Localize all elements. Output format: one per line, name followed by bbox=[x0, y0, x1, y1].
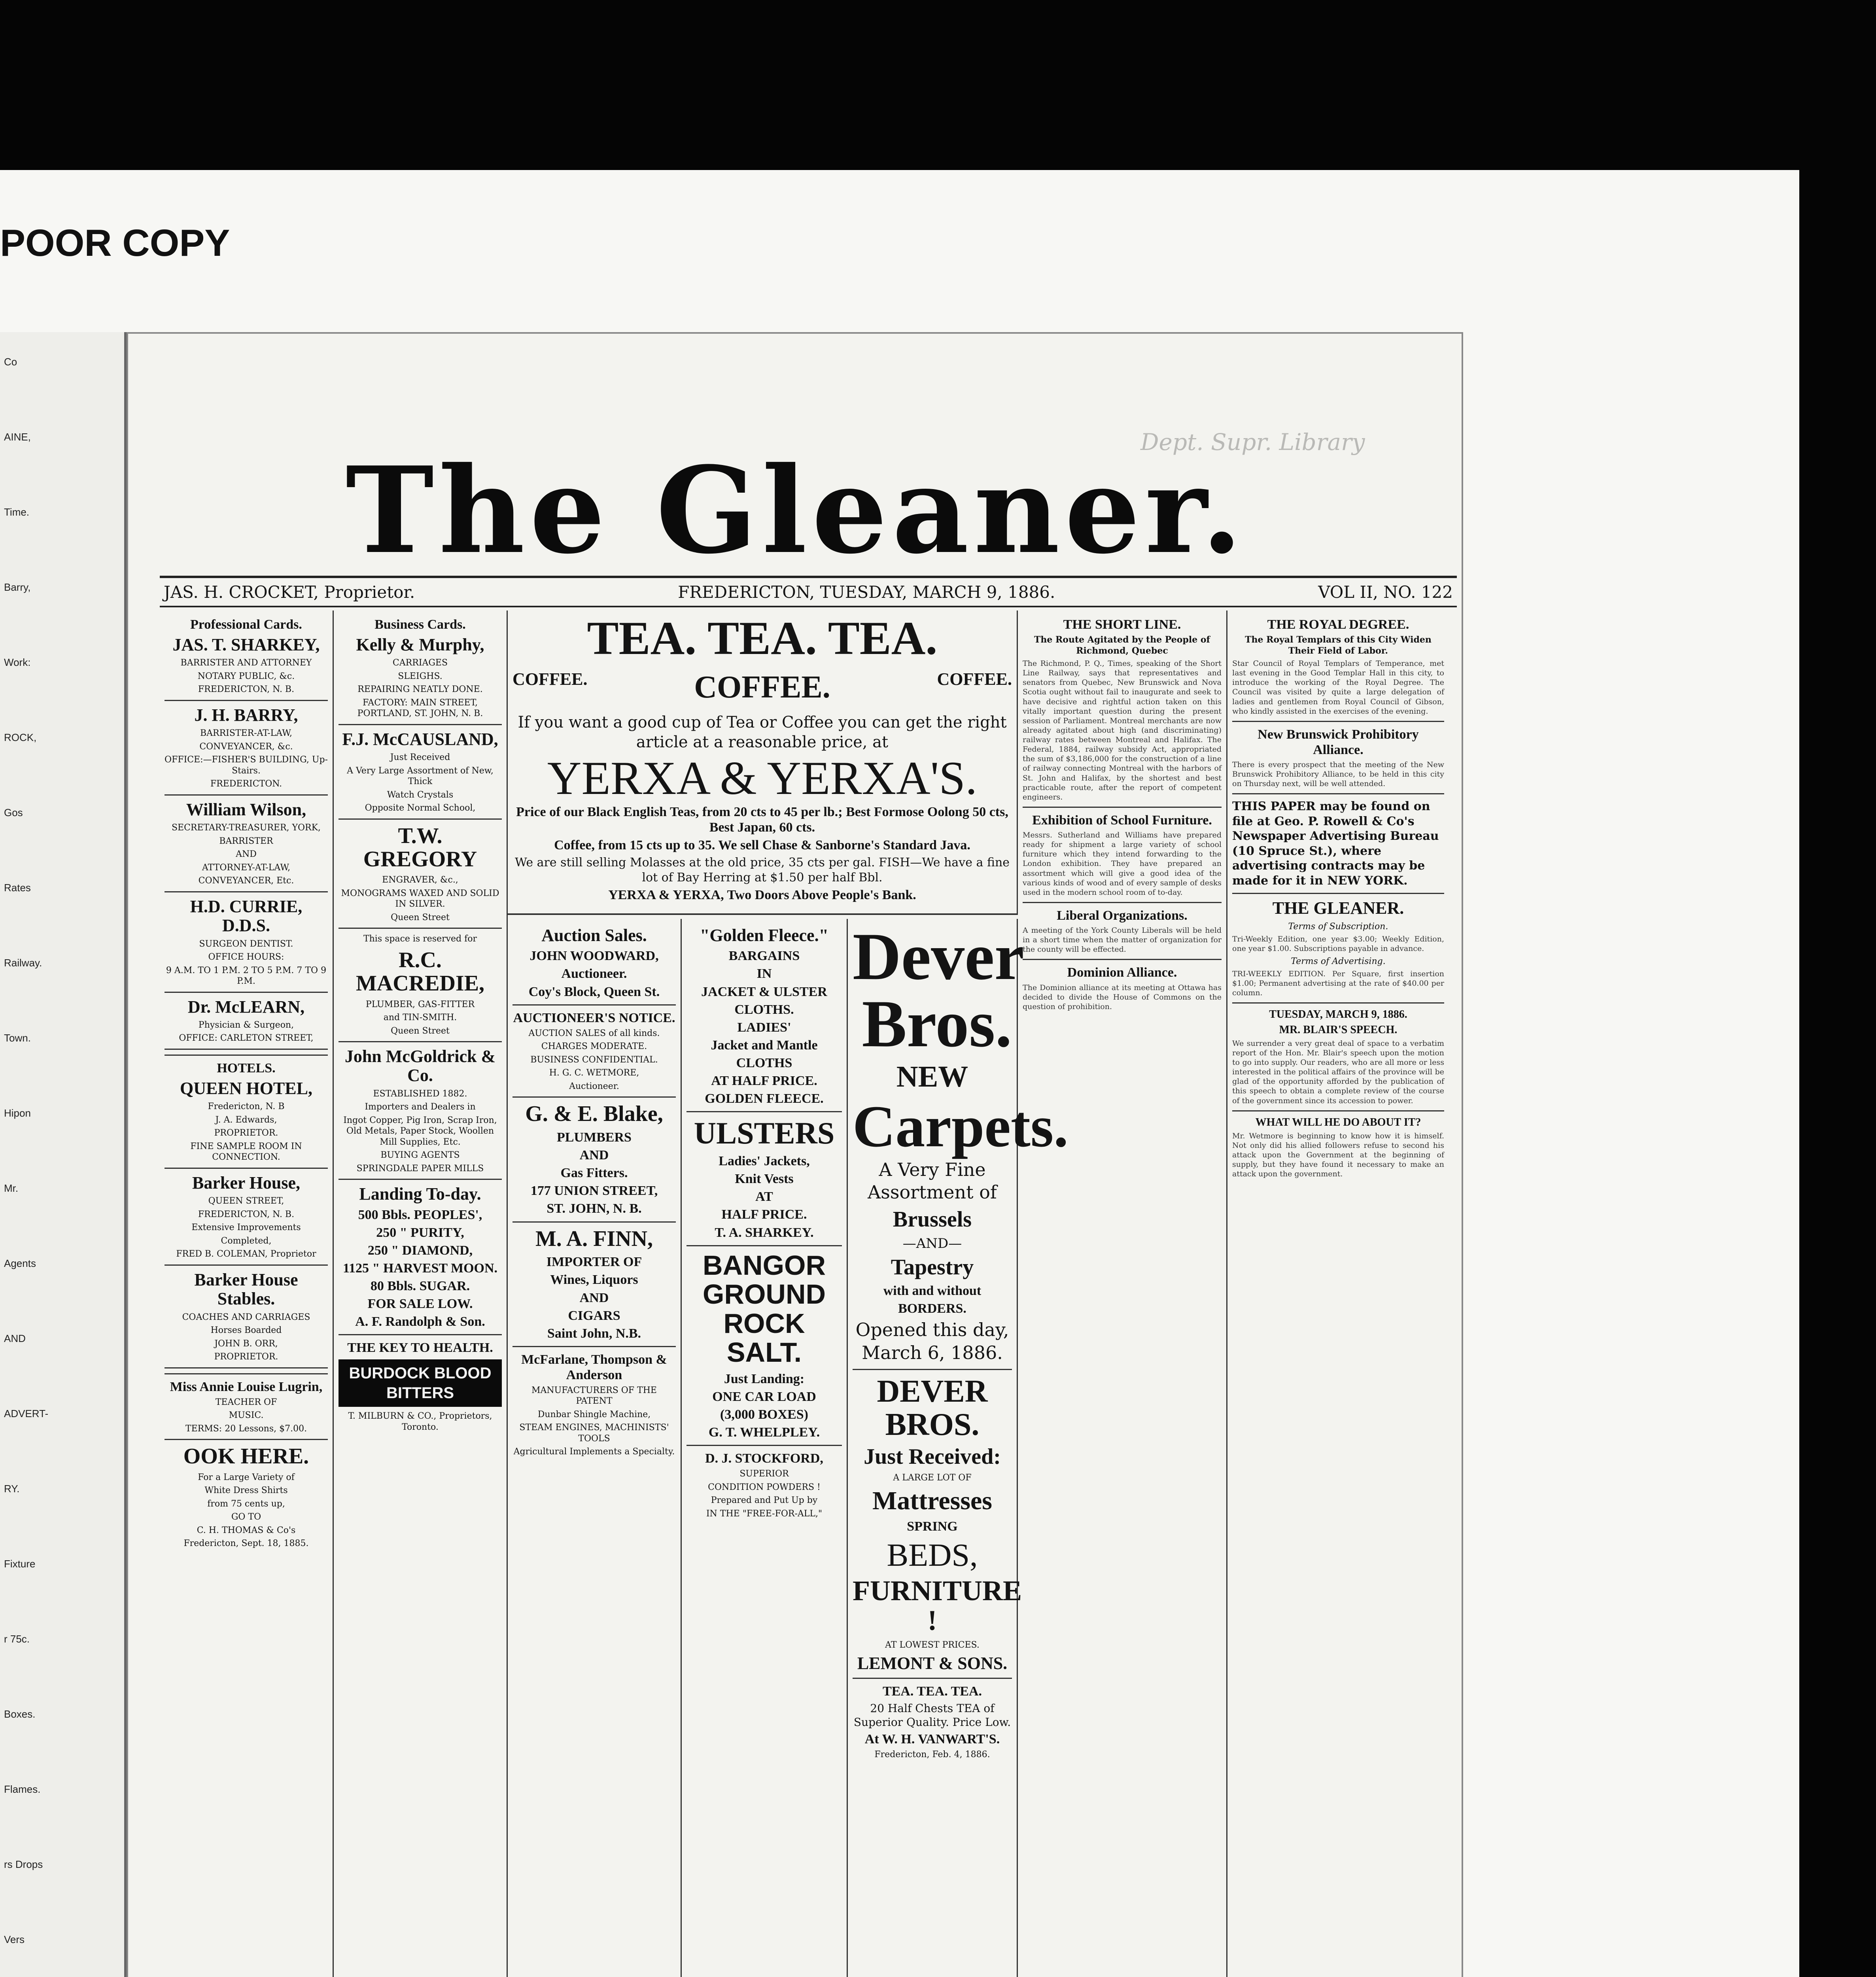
masthead-title: The Gleaner. bbox=[345, 440, 1248, 580]
royal-degree-sub: The Royal Templars of this City Widen Their Field of Labor. bbox=[1245, 635, 1432, 656]
dateline: FREDERICTON, TUESDAY, MARCH 9, 1886. bbox=[678, 582, 1055, 602]
fragment-text: Fixture bbox=[4, 1558, 36, 1570]
hotel-card-line: FINE SAMPLE ROOM IN CONNECTION. bbox=[190, 1141, 302, 1162]
professional-card-line: 9 A.M. TO 1 P.M. 2 TO 5 P.M. 7 TO 9 P.M. bbox=[166, 965, 327, 987]
furniture-heading: FURNITURE ! bbox=[853, 1574, 1022, 1637]
professional-card-line: BARRISTER-AT-LAW, bbox=[200, 728, 292, 739]
landing-line: 1125 " HARVEST MOON. bbox=[342, 1261, 498, 1276]
mcgoldrick-line: BUYING AGENTS bbox=[380, 1150, 460, 1160]
fragment-text: Hipon bbox=[4, 1107, 31, 1119]
professional-card-line: OFFICE:—FISHER'S BUILDING, Up-Stairs. bbox=[165, 755, 328, 776]
blake-line: Gas Fitters. bbox=[560, 1166, 628, 1181]
fragment-text: Agents bbox=[4, 1257, 36, 1269]
fragment-text: r 75c. bbox=[4, 1633, 30, 1645]
landing-line: 250 " DIAMOND, bbox=[367, 1243, 473, 1258]
vanwart-date: Fredericton, Feb. 4, 1886. bbox=[874, 1750, 990, 1760]
royal-degree-body: Star Council of Royal Templars of Temperance, met last evening in the Good Templar Hall in this city, to introduce the working of the Royal Degree. The Council was visited by quite a large delegation of ladies and gentlemen from Royal Council of Gibson, who kindly assisted in the exercises of the evening. bbox=[1232, 659, 1444, 716]
dever-bros-footer: DEVER BROS. bbox=[877, 1374, 988, 1442]
burdock-logo: BURDOCK BLOOD BITTERS bbox=[339, 1359, 502, 1407]
tapestry-heading: Tapestry bbox=[891, 1255, 974, 1280]
fleece-line: GOLDEN FLEECE. bbox=[705, 1091, 824, 1106]
notice-line: Auctioneer. bbox=[569, 1081, 619, 1091]
professional-card-line: OFFICE HOURS: bbox=[208, 952, 284, 962]
ulsters-line: T. A. SHARKEY. bbox=[715, 1225, 814, 1240]
auction-heading: Auction Sales. bbox=[541, 926, 647, 945]
mcgoldrick-line: Ingot Copper, Pig Iron, Scrap Iron, Old Metals, Paper Stock, Woollen Mill Supplies, Etc. bbox=[343, 1115, 497, 1147]
ulsters-heading: ULSTERS bbox=[694, 1116, 835, 1151]
kelly-line: SLEIGHS. bbox=[398, 671, 443, 681]
new-heading: NEW bbox=[896, 1060, 968, 1093]
pencil-annotation: Dept. Supr. Library bbox=[1140, 429, 1365, 456]
finn-line: Wines, Liquors bbox=[550, 1272, 638, 1287]
this-paper-ad: THIS PAPER may be found on file at Geo. P. Rowell & Co's Newspaper Advertising Bureau (10 Spruce St.), where advertising contracts may be made for it in NEW YORK. bbox=[1232, 799, 1439, 888]
auction-line: Auctioneer. bbox=[561, 966, 627, 981]
gregory-line: ENGRAVER, &c., bbox=[382, 875, 458, 885]
fragment-text: AND bbox=[4, 1332, 26, 1344]
ulsters-line: Ladies' Jackets, bbox=[719, 1154, 810, 1169]
vanwart-name: At W. H. VANWART'S. bbox=[864, 1732, 1000, 1747]
spring-line: SPRING bbox=[907, 1519, 958, 1534]
finn-line: AND bbox=[579, 1290, 609, 1305]
fleece-line: CLOTHS bbox=[736, 1055, 792, 1070]
fragment-text: AINE, bbox=[4, 431, 31, 443]
column-auction bbox=[508, 919, 682, 1977]
shirts-line: C. H. THOMAS & Co's bbox=[197, 1525, 296, 1535]
auctioneer-notice-heading: AUCTIONEER'S NOTICE. bbox=[513, 1010, 675, 1025]
mcfarlane-line: Dunbar Shingle Machine, bbox=[537, 1409, 651, 1419]
gregory-line: MONOGRAMS WAXED AND SOLID IN SILVER. bbox=[341, 888, 499, 909]
mcfarlane-name: McFarlane, Thompson & Anderson bbox=[521, 1352, 667, 1382]
large-lot: A LARGE LOT OF bbox=[893, 1472, 972, 1483]
what-will-he-do-heading: WHAT WILL HE DO ABOUT IT? bbox=[1255, 1116, 1421, 1128]
mattresses-heading: Mattresses bbox=[872, 1486, 992, 1516]
yerxa-footer: YERXA & YERXA, Two Doors Above People's Bank. bbox=[608, 888, 916, 903]
short-line-sub: The Route Agitated by the People of Richmond, Quebec bbox=[1034, 635, 1210, 656]
brussels-heading: Brussels bbox=[893, 1207, 972, 1232]
macredie-line: and TIN-SMITH. bbox=[383, 1013, 457, 1023]
professional-card-line: AND bbox=[236, 849, 257, 860]
hotel-card-name: QUEEN HOTEL, bbox=[180, 1079, 312, 1098]
fragment-text: Flames. bbox=[4, 1783, 41, 1795]
mccausland-name: F.J. McCAUSLAND, bbox=[342, 729, 498, 749]
shirts-line: For a Large Variety of bbox=[198, 1472, 295, 1482]
macredie-line: Queen Street bbox=[391, 1026, 450, 1036]
fleece-line: LADIES' bbox=[737, 1020, 791, 1035]
fragment-text: Railway. bbox=[4, 957, 42, 969]
previous-page-edge bbox=[0, 332, 127, 1977]
column-news bbox=[1018, 610, 1227, 1977]
music-teacher-name: Miss Annie Louise Lugrin, bbox=[170, 1379, 323, 1394]
mcgoldrick-name: John McGoldrick & Co. bbox=[344, 1047, 496, 1085]
professional-card-name: J. H. BARRY, bbox=[194, 705, 298, 725]
alliance-heading: Dominion Alliance. bbox=[1067, 965, 1177, 980]
landing-line: FOR SALE LOW. bbox=[367, 1297, 473, 1312]
fleece-line: IN bbox=[756, 966, 772, 981]
reserved-space: This space is reserved for bbox=[363, 934, 477, 944]
alliance-body: The Dominion alliance at its meeting at Ottawa has decided to divide the House of Commons on the question of prohibition. bbox=[1023, 983, 1222, 1011]
professional-card-list bbox=[165, 635, 328, 1050]
half-chests: 20 Half Chests TEA of Superior Quality. Price Low. bbox=[853, 1702, 1011, 1729]
fleece-line: BARGAINS bbox=[728, 949, 800, 964]
carpets-heading: Carpets. bbox=[853, 1093, 1068, 1159]
blake-line: ST. JOHN, N. B. bbox=[547, 1201, 642, 1216]
landing-line: 80 Bbls. SUGAR. bbox=[370, 1279, 470, 1294]
professional-card-name: Dr. McLEARN, bbox=[187, 997, 305, 1017]
exhibition-body: Messrs. Sutherland and Williams have prepared ready for shipment a large variety of school furniture which they intend forwarding to the London exhibition. They have prepared an assortment which will give a good idea of the various kinds of wood and of every sample of desks used in the modern school room of to-day. bbox=[1023, 831, 1222, 897]
professional-card-line: FREDERICTON. bbox=[210, 779, 282, 789]
kelly-murphy-name: Kelly & Murphy, bbox=[356, 635, 484, 655]
stockford-line: Prepared and Put Up by bbox=[711, 1495, 818, 1506]
finn-line: IMPORTER OF bbox=[546, 1255, 642, 1270]
fragment-text: RY. bbox=[4, 1483, 20, 1495]
advertising-body: TRI-WEEKLY EDITION. Per Square, first insertion $1.00; Permanent advertising at the rate of $40.00 per column. bbox=[1232, 970, 1444, 998]
newspaper-page bbox=[127, 332, 1463, 1977]
professional-card-line: FREDERICTON, N. B. bbox=[198, 684, 295, 695]
salt-line: G. T. WHELPLEY. bbox=[708, 1425, 820, 1440]
hotel-card-line: Completed, bbox=[221, 1236, 272, 1246]
beds-heading: BEDS, bbox=[887, 1537, 978, 1573]
short-line-body: The Richmond, P. Q., Times, speaking of the Short Line Railway, says that representatives and senators from Quebec, New Brunswick and Nova Scotia ought without fail to inaugurate and seek to have decisive and rightful action taken on this vitally important question during the present session of Parliament. Montreal merchants are now already agitated about high (and discriminating) railway rates between Montreal and Halifax. The Federal, 1884, railway subsidy Act, appropriated the sum of $3,186,000 for the construction of a line of railway connecting Montreal with the harbors of St. John and Halifax, by the shortest and best practicable route, after the report of competent engineers. bbox=[1023, 659, 1222, 801]
stockford-line: CONDITION POWDERS ! bbox=[708, 1482, 821, 1492]
shirts-line: Fredericton, Sept. 18, 1885. bbox=[183, 1539, 309, 1549]
professional-card-name: JAS. T. SHARKEY, bbox=[172, 635, 320, 655]
tea-pitch: If you want a good cup of Tea or Coffee you can get the right article at a reasonable price, at bbox=[518, 713, 1007, 751]
hotel-card-line: Extensive Improvements bbox=[191, 1223, 301, 1233]
professional-card-line: SURGEON DENTIST. bbox=[199, 939, 293, 949]
volume-number: VOL II, NO. 122 bbox=[1318, 582, 1453, 602]
landing-line: 500 Bbls. PEOPLES', bbox=[358, 1207, 482, 1222]
burdock-proprietor: T. MILBURN & CO., Proprietors, Toronto. bbox=[348, 1411, 492, 1432]
and-divider: —AND— bbox=[902, 1235, 962, 1251]
fleece-line: AT HALF PRICE. bbox=[711, 1074, 817, 1089]
notice-line: H. G. C. WETMORE, bbox=[549, 1068, 639, 1078]
exhibition-heading: Exhibition of School Furniture. bbox=[1032, 813, 1212, 828]
shirts-ad bbox=[165, 1445, 328, 1549]
mcgoldrick-line: ESTABLISHED 1882. bbox=[373, 1089, 467, 1099]
hotels-header: HOTELS. bbox=[217, 1060, 276, 1075]
blake-line: 177 UNION STREET, bbox=[530, 1183, 658, 1198]
shirts-line: White Dress Shirts bbox=[204, 1486, 288, 1496]
stockford-line: SUPERIOR bbox=[739, 1469, 789, 1479]
ulsters-line: AT bbox=[755, 1189, 773, 1204]
shirts-line: GO TO bbox=[231, 1512, 261, 1522]
landing-heading: Landing To-day. bbox=[359, 1184, 481, 1204]
fragment-text: Gos bbox=[4, 807, 23, 818]
professional-card-line: NOTARY PUBLIC, &c. bbox=[197, 671, 295, 681]
opened-line: Opened this day, March 6, 1886. bbox=[855, 1319, 1009, 1363]
column-dever-bros bbox=[848, 919, 1068, 1977]
fleece-line: Jacket and Mantle bbox=[711, 1038, 818, 1053]
notice-line: BUSINESS CONFIDENTIAL. bbox=[530, 1055, 658, 1065]
fragment-text: Work: bbox=[4, 656, 31, 668]
music-line: MUSIC. bbox=[229, 1410, 264, 1421]
salt-line: Just Landing: bbox=[724, 1371, 805, 1386]
liberal-body: A meeting of the York County Liberals will be held in a short time when the matter of organization for the county will be effected. bbox=[1023, 926, 1222, 954]
fleece-line: CLOTHS. bbox=[734, 1002, 794, 1017]
borders-line: BORDERS. bbox=[898, 1301, 966, 1316]
mcgoldrick-line: SPRINGDALE PAPER MILLS bbox=[356, 1163, 484, 1174]
business-cards-header: Business Cards. bbox=[374, 617, 466, 632]
editorial-date: TUESDAY, MARCH 9, 1886. bbox=[1269, 1008, 1407, 1021]
fragment-text: Boxes. bbox=[4, 1708, 36, 1720]
hotel-card-line: J. A. Edwards, bbox=[215, 1115, 277, 1125]
professional-card-line: BARRISTER bbox=[219, 836, 273, 846]
finn-line: Saint John, N.B. bbox=[547, 1326, 641, 1341]
landing-line: A. F. Randolph & Son. bbox=[355, 1314, 485, 1329]
blake-line: AND bbox=[579, 1148, 609, 1163]
hotel-list bbox=[165, 1079, 328, 1368]
auction-line: Coy's Block, Queen St. bbox=[528, 984, 660, 999]
notice-line: CHARGES MODERATE. bbox=[541, 1041, 647, 1052]
finn-line: CIGARS bbox=[568, 1308, 620, 1323]
subscription-body: Tri-Weekly Edition, one year $3.00; Weekly Edition, one year $1.00. Subscriptions payable in advance. bbox=[1232, 935, 1444, 953]
kelly-line: REPAIRING NEATLY DONE. bbox=[357, 684, 483, 695]
hotel-card-line: PROPRIETOR. bbox=[214, 1352, 278, 1362]
macredie-line: PLUMBER, GAS-FITTER bbox=[365, 999, 475, 1009]
fragment-text: Co bbox=[4, 356, 17, 368]
fragment-text: Mr. bbox=[4, 1182, 19, 1194]
professional-card-line: Physician & Surgeon, bbox=[198, 1020, 294, 1030]
fragment-text: ADVERT- bbox=[4, 1408, 49, 1419]
bros-heading: Bros. bbox=[862, 987, 1012, 1061]
mcfarlane-line: MANUFACTURERS OF THE PATENT bbox=[531, 1385, 657, 1406]
column-golden-fleece bbox=[682, 919, 848, 1977]
yerxa-name: YERXA & YERXA'S. bbox=[547, 752, 978, 804]
gleaner-heading: THE GLEANER. bbox=[1272, 898, 1404, 918]
fleece-line: JACKET & ULSTER bbox=[701, 984, 827, 999]
golden-fleece-heading: "Golden Fleece." bbox=[700, 926, 828, 945]
gregory-line: Queen Street bbox=[391, 912, 450, 922]
shirts-line: from 75 cents up, bbox=[207, 1499, 285, 1509]
salt-line: ONE CAR LOAD bbox=[712, 1389, 816, 1404]
fragment-text: Time. bbox=[4, 506, 30, 518]
fragment-text: Rates bbox=[4, 882, 31, 894]
blair-speech-heading: MR. BLAIR'S SPEECH. bbox=[1279, 1023, 1398, 1036]
music-card bbox=[165, 1379, 328, 1435]
tea-tea-tea-small: TEA. TEA. TEA. bbox=[883, 1684, 982, 1699]
royal-degree-heading: THE ROYAL DEGREE. bbox=[1267, 617, 1409, 632]
hotel-card-name: Barker House Stables. bbox=[194, 1270, 298, 1309]
hotel-card-line: Horses Boarded bbox=[210, 1325, 282, 1336]
mcfarlane-line: Agricultural Implements a Specialty. bbox=[513, 1447, 675, 1457]
blair-speech-body: We surrender a very great deal of space to a verbatim report of the Hon. Mr. Blair's speech upon the motion to go into supply. Our readers, who are all more or less interested in the political affairs of the province will be glad of the opportunity afforded by the publication of this speech to obtain a complete review of the course of the government since its accession to power. bbox=[1232, 1039, 1444, 1105]
column-professional-cards bbox=[160, 610, 334, 1977]
dateline-bar bbox=[160, 576, 1457, 607]
salt-line: (3,000 BOXES) bbox=[720, 1407, 808, 1422]
column-business-cards bbox=[334, 610, 508, 1977]
lemont-name: LEMONT & SONS. bbox=[857, 1653, 1008, 1673]
mccausland-line: Opposite Normal School, bbox=[365, 803, 476, 813]
blake-name: G. & E. Blake, bbox=[525, 1102, 663, 1126]
blake-line: PLUMBERS bbox=[557, 1130, 632, 1145]
stockford-name: D. J. STOCKFORD, bbox=[705, 1451, 823, 1466]
fragment-text: ROCK, bbox=[4, 731, 37, 743]
landing-line: 250 " PURITY, bbox=[376, 1225, 464, 1240]
mcfarlane-line: STEAM ENGINES, MACHINISTS' TOOLS bbox=[519, 1423, 669, 1444]
prohibitory-heading: New Brunswick Prohibitory Alliance. bbox=[1258, 727, 1419, 757]
professional-card-line: BARRISTER AND ATTORNEY bbox=[180, 658, 312, 668]
hotel-card-line: QUEEN STREET, bbox=[208, 1196, 284, 1206]
assortment-line: A Very Fine Assortment of bbox=[868, 1159, 997, 1203]
film-top-edge bbox=[0, 0, 1876, 170]
professional-card-line: ATTORNEY-AT-LAW, bbox=[202, 862, 291, 873]
notice-line: AUCTION SALES of all kinds. bbox=[528, 1028, 660, 1038]
what-will-he-do-body: Mr. Wetmore is beginning to know how it is himself. Not only did his allied followers refuse to second his attack upon the Government at the beginning of supply, but they have found it necessary to make an attack upon the government. bbox=[1232, 1131, 1444, 1179]
prohibitory-body: There is every prospect that the meeting of the New Brunswick Prohibitory Alliance, to be held in this city on Thursday next, will be well attended. bbox=[1232, 760, 1444, 788]
liberal-heading: Liberal Organizations. bbox=[1057, 908, 1188, 923]
professional-card-line: CONVEYANCER, Etc. bbox=[198, 876, 294, 886]
lowest-prices: AT LOWEST PRICES. bbox=[885, 1640, 980, 1650]
molasses-note: We are still selling Molasses at the old price, 35 cts per gal. FISH—We have a fine lot of Bay Herring at $1.50 per half Bbl. bbox=[514, 856, 1010, 885]
mccausland-line: Just Received bbox=[390, 752, 450, 763]
ulsters-line: HALF PRICE. bbox=[721, 1207, 807, 1222]
poor-copy-label: POOR COPY bbox=[0, 222, 230, 264]
finn-name: M. A. FINN, bbox=[535, 1226, 653, 1251]
kelly-line: CARRIAGES bbox=[392, 658, 448, 668]
hotel-card-line: FREDERICTON, N. B. bbox=[198, 1209, 295, 1219]
music-line: TERMS: 20 Lessons, $7.00. bbox=[185, 1423, 307, 1434]
professional-card-line: OFFICE: CARLETON STREET, bbox=[179, 1033, 314, 1043]
music-line: TEACHER OF bbox=[215, 1397, 277, 1407]
hotel-card-name: Barker House, bbox=[192, 1173, 300, 1193]
gregory-name: T.W. GREGORY bbox=[363, 823, 477, 871]
professional-card-name: William Wilson, bbox=[186, 799, 306, 819]
macredie-name: R.C. MACREDIE, bbox=[356, 947, 485, 996]
auction-line: JOHN WOODWARD, bbox=[530, 949, 659, 964]
coffee-right: COFFEE. bbox=[937, 669, 1012, 689]
look-here-heading: OOK HERE. bbox=[183, 1444, 309, 1469]
coffee-center: COFFEE. bbox=[694, 670, 830, 705]
column-editorial bbox=[1227, 610, 1449, 1977]
with-without-line: with and without bbox=[883, 1283, 981, 1298]
fragment-text: Town. bbox=[4, 1032, 31, 1044]
hotel-card-line: FRED B. COLEMAN, Proprietor bbox=[176, 1249, 316, 1259]
fragment-text: rs Drops bbox=[4, 1858, 43, 1870]
hotel-card-line: PROPRIETOR. bbox=[214, 1128, 278, 1138]
tea-prices: Price of our Black English Teas, from 20 cts to 45 per lb.; Best Formose Oolong 50 cts, Best Japan, 60 cts. bbox=[516, 805, 1008, 835]
coffee-left: COFFEE. bbox=[512, 669, 588, 689]
subscription-heading: Terms of Subscription. bbox=[1288, 921, 1388, 932]
professional-card-line: CONVEYANCER, &c. bbox=[199, 741, 293, 752]
stockford-line: IN THE "FREE-FOR-ALL," bbox=[706, 1508, 823, 1519]
professional-cards-header: Professional Cards. bbox=[190, 617, 302, 632]
proprietor: JAS. H. CROCKET, Proprietor. bbox=[164, 582, 415, 602]
mccausland-line: Watch Crystals bbox=[387, 790, 454, 800]
professional-card-name: H.D. CURRIE, D.D.S. bbox=[190, 896, 303, 936]
yerxa-tea-ad bbox=[508, 610, 1018, 915]
professional-card-line: SECRETARY-TREASURER, YORK, bbox=[171, 823, 321, 833]
salt-heading: BANGOR GROUND ROCK SALT. bbox=[702, 1249, 826, 1368]
hotel-card-line: Fredericton, N. B bbox=[208, 1102, 285, 1112]
hotel-card-line: COACHES AND CARRIAGES bbox=[182, 1312, 310, 1322]
fragment-text: Vers bbox=[4, 1934, 25, 1945]
advertising-heading: Terms of Advertising. bbox=[1291, 956, 1386, 966]
health-heading: THE KEY TO HEALTH. bbox=[347, 1340, 493, 1355]
mcgoldrick-line: Importers and Dealers in bbox=[365, 1102, 476, 1112]
hotel-card-line: JOHN B. ORR, bbox=[214, 1338, 278, 1349]
kelly-line: FACTORY: MAIN STREET, PORTLAND, ST. JOHN, N. B. bbox=[357, 697, 483, 719]
coffee-prices: Coffee, from 15 cts up to 35. We sell Chase & Sanborne's Standard Java. bbox=[554, 838, 970, 853]
ulsters-line: Knit Vests bbox=[735, 1172, 794, 1187]
short-line-heading: THE SHORT LINE. bbox=[1063, 617, 1181, 632]
dever-heading: Dever bbox=[853, 919, 1025, 994]
fragment-text: Barry, bbox=[4, 581, 31, 593]
just-received: Just Received: bbox=[864, 1444, 1001, 1469]
tea-heading: TEA. TEA. TEA. bbox=[587, 612, 938, 664]
mccausland-line: A Very Large Assortment of New, Thick bbox=[347, 765, 494, 787]
